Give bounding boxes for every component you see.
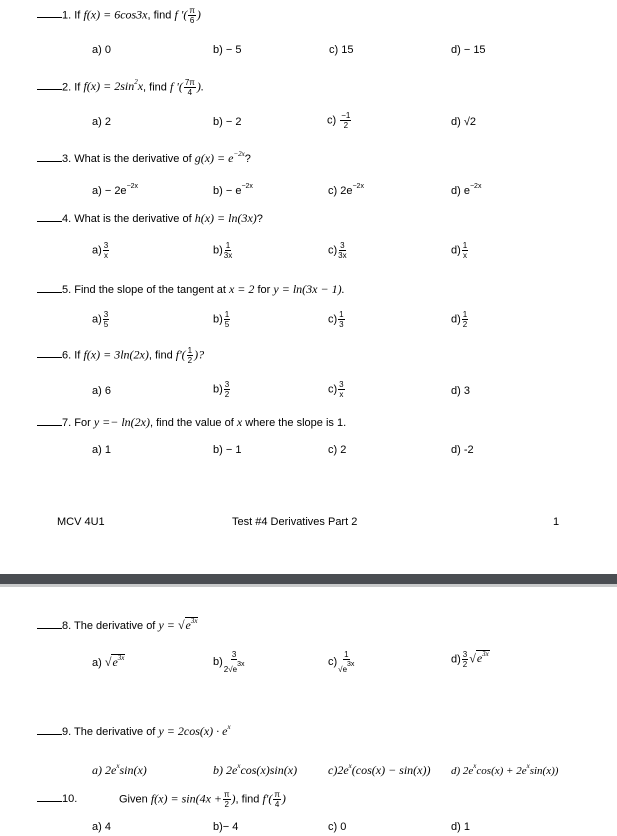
q1-option-d[interactable]: d) − 15: [451, 44, 486, 56]
question-10-text: Given f(x) = sin(4x + $\frac{\pi}{2}$ ), find f'( $\frac{\pi}{4}$ ): [119, 790, 286, 809]
answer-blank-6[interactable]: [37, 347, 62, 358]
q3-option-d[interactable]: d) $e^{-2x}$: [451, 183, 482, 197]
q9-option-b[interactable]: b) $2e^x\cos(x)\sin(x)$: [213, 762, 298, 777]
q5-option-c[interactable]: c) $\frac{1}{3}$: [328, 310, 344, 329]
q3-option-b[interactable]: $b) - e^{-2x}$: [213, 183, 253, 197]
answer-blank-1[interactable]: [37, 7, 62, 18]
q1-option-a[interactable]: a) 0: [92, 44, 111, 56]
q7-option-c[interactable]: c) 2: [328, 444, 347, 456]
question-1: 1. If f(x) = 6cos3x, find f '( $\frac{\pi}{6}$ ): [37, 6, 201, 25]
answer-blank-7[interactable]: [37, 415, 62, 426]
q2-option-d[interactable]: d) √2: [451, 116, 476, 128]
q3-option-c[interactable]: c) $2e^{-2x}$: [328, 183, 364, 197]
answer-blank-5[interactable]: [37, 282, 62, 293]
q4-option-a[interactable]: a) $\frac{3}{x}$: [92, 241, 109, 260]
question-2: 2. If $f(x) = 2\sin^2x$, find f '( $\frac{7\pi}{4}$ ).: [37, 78, 204, 97]
q10-option-c[interactable]: c) 0: [328, 821, 347, 833]
answer-blank-10[interactable]: [37, 791, 62, 802]
question-4: 4. What is the derivative of h(x) = ln(3x)?: [37, 211, 263, 226]
q8-option-b[interactable]: b) $\frac{3}{2√e^{3x}}$: [213, 650, 245, 674]
page-separator: [0, 574, 617, 584]
q4-option-c[interactable]: c) $\frac{3}{3x}$: [328, 241, 347, 260]
q5-option-b[interactable]: b) $\frac{1}{5}$: [213, 310, 230, 329]
page-separator-shadow: [0, 584, 617, 587]
question-6: 6. If f(x) = 3ln(2x), find f'( $\frac{1}{2}$ )?: [37, 346, 204, 365]
q10-option-d[interactable]: d) 1: [451, 821, 470, 833]
question-10: 10.: [37, 791, 77, 805]
q3-option-a[interactable]: $a) - 2e^{-2x}$: [92, 183, 139, 197]
q9-option-a[interactable]: a) $2e^x\sin(x)$: [92, 762, 147, 777]
answer-blank-4[interactable]: [37, 211, 62, 222]
q7-option-a[interactable]: a) 1: [92, 444, 111, 456]
q4-option-d[interactable]: d) $\frac{1}{x}$: [451, 241, 468, 260]
q6-option-a[interactable]: a) 6: [92, 385, 111, 397]
q9-option-c[interactable]: $c)2e^x(\cos(x) - \sin(x))$: [328, 762, 431, 777]
q2-option-a[interactable]: a) 2: [92, 116, 111, 128]
q9-option-d[interactable]: d) $2e^x\cos(x) + 2e^x\sin(x)$): [451, 762, 559, 777]
q8-option-c[interactable]: c) $\frac{1}{√e^{3x}}$: [328, 650, 355, 674]
q6-option-b[interactable]: b) $\frac{3}{2}$: [213, 380, 230, 399]
q10-option-b[interactable]: b)− 4: [213, 821, 239, 833]
question-9: 9. The derivative of $y = 2\cos(x) \cdot e^x$: [37, 723, 231, 739]
q7-option-b[interactable]: b) − 1: [213, 444, 242, 456]
answer-blank-9[interactable]: [37, 724, 62, 735]
question-7: 7. For y =− ln(2x), find the value of x where the slope is 1.: [37, 415, 346, 430]
q6-option-d[interactable]: d) 3: [451, 385, 470, 397]
q8-option-a[interactable]: a) $√e^{3x}$: [92, 654, 125, 669]
q7-option-d[interactable]: d) -2: [451, 444, 474, 456]
q2-option-c[interactable]: c) $\frac{-1}{2}$: [327, 111, 351, 130]
footer-title: Test #4 Derivatives Part 2: [232, 516, 358, 528]
answer-blank-3[interactable]: [37, 151, 62, 162]
q5-option-d[interactable]: d) $\frac{1}{2}$: [451, 310, 468, 329]
q10-option-a[interactable]: a) 4: [92, 821, 111, 833]
footer-course: MCV 4U1: [57, 516, 105, 528]
q6-option-c[interactable]: c) $\frac{3}{x}$: [328, 380, 344, 399]
q2-option-b[interactable]: b) − 2: [213, 116, 242, 128]
answer-blank-8[interactable]: [37, 618, 62, 629]
answer-blank-2[interactable]: [37, 79, 62, 90]
question-3: 3. What is the derivative of $g(x) = e^{-2x}$?: [37, 150, 251, 166]
q5-option-a[interactable]: a) $\frac{3}{5}$: [92, 310, 109, 329]
q1-option-b[interactable]: b) − 5: [213, 44, 242, 56]
q4-option-b[interactable]: b) $\frac{1}{3x}$: [213, 241, 233, 260]
q8-option-d[interactable]: d) $\frac{3}{2}$ $√e^{3x}$: [451, 650, 489, 669]
footer-page-number: 1: [553, 516, 560, 528]
question-5: 5. Find the slope of the tangent at x = 2 for y = ln(3x − 1).: [37, 282, 345, 297]
question-8: 8. The derivative of $y = √e^{3x}$: [37, 617, 198, 633]
q1-option-c[interactable]: c) 15: [329, 44, 354, 56]
